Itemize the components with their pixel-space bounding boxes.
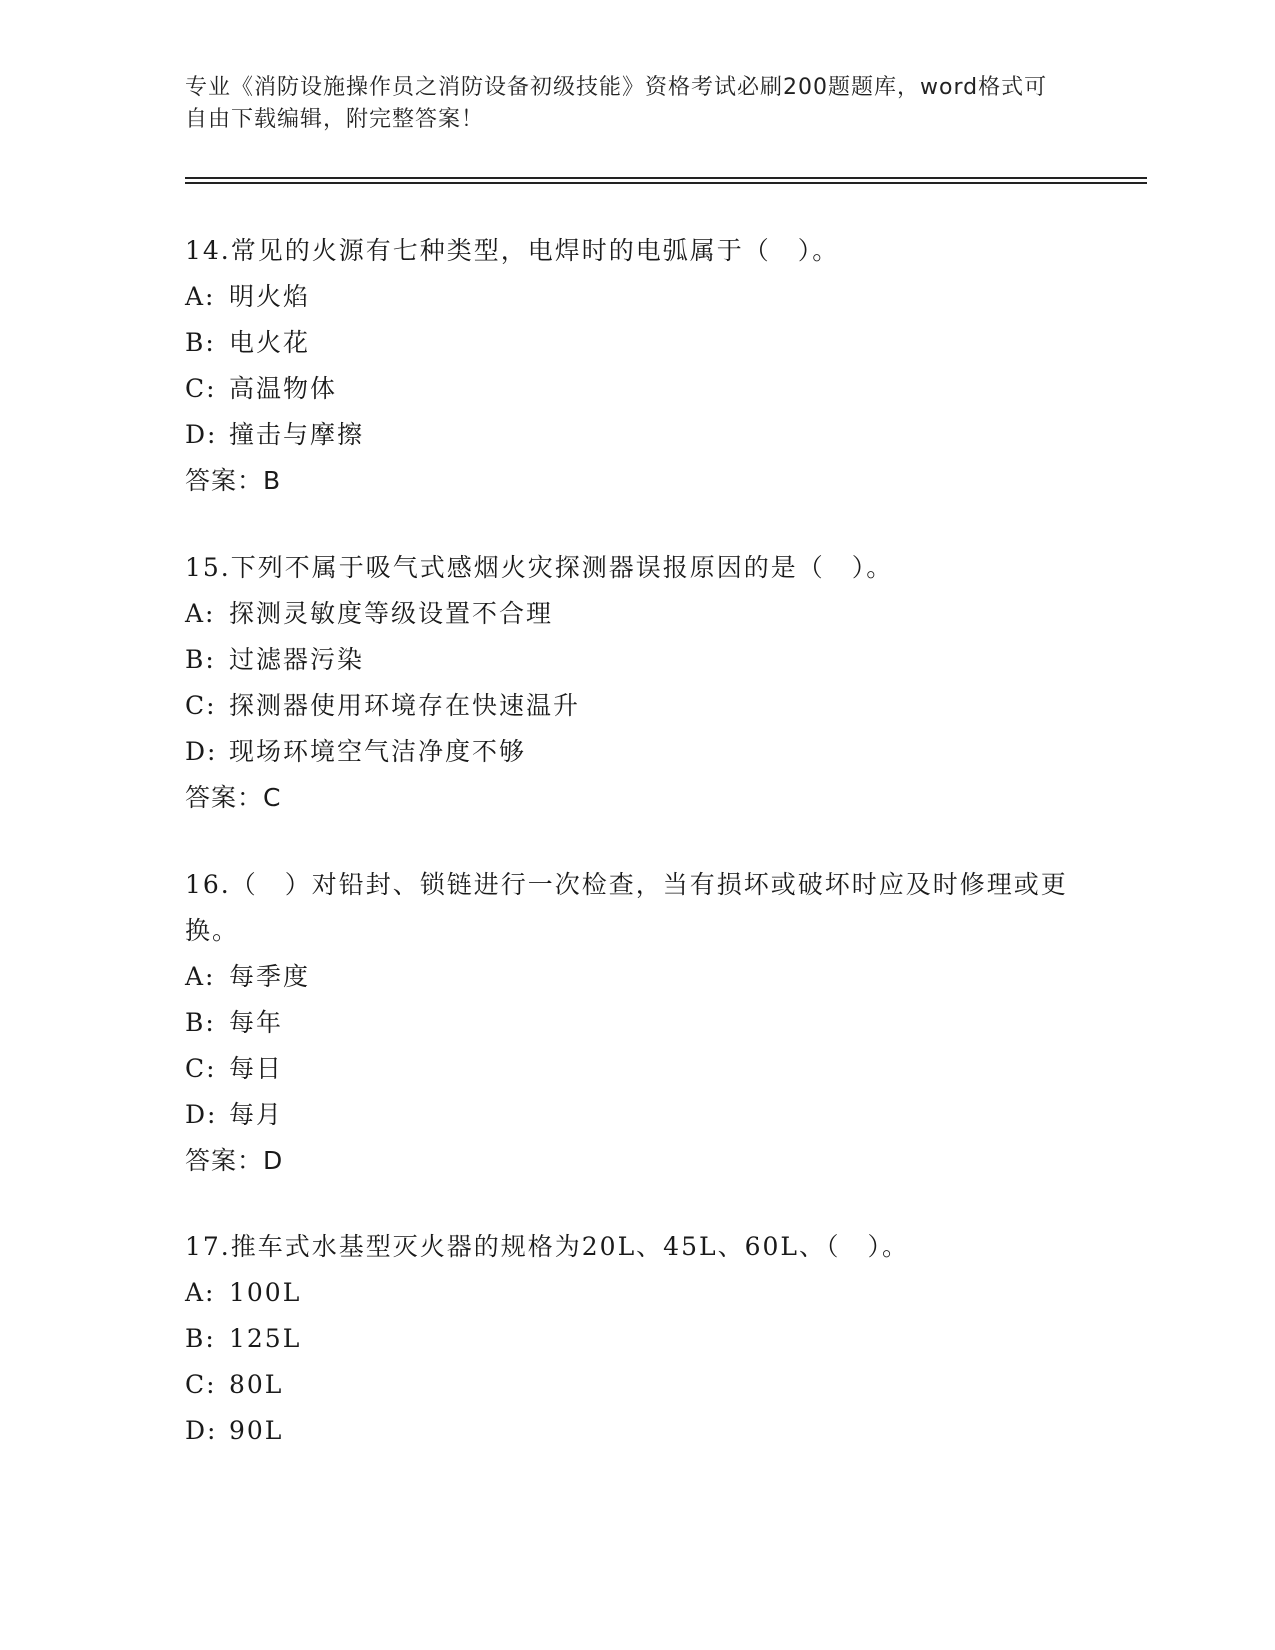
- option-text: 80L: [229, 1370, 284, 1399]
- question-16: [185, 862, 1085, 1184]
- option-d: [185, 1408, 1085, 1454]
- option-label: A:: [185, 962, 216, 991]
- option-text: 探测器使用环境存在快速温升: [229, 691, 581, 720]
- option-label: A:: [185, 1278, 216, 1307]
- header-divider-top: [185, 177, 1147, 179]
- question-stem: 17.推车式水基型灭火器的规格为20L、45L、60L、（ ）。: [185, 1232, 909, 1261]
- question-17: [185, 1224, 1085, 1454]
- option-text: 探测灵敏度等级设置不合理: [229, 599, 554, 628]
- option-text: 现场环境空气洁净度不够: [229, 737, 527, 766]
- option-text: 每年: [229, 1008, 284, 1037]
- option-c: [185, 1046, 1085, 1092]
- option-d: [185, 412, 1085, 458]
- option-d: [185, 729, 1085, 775]
- answer: 答案：B: [185, 466, 282, 495]
- option-label: C:: [185, 691, 217, 720]
- option-text: 每季度: [229, 962, 311, 991]
- option-label: B:: [185, 328, 216, 357]
- option-c: [185, 683, 1085, 729]
- option-text: 高温物体: [229, 374, 338, 403]
- answer: 答案：D: [185, 1146, 284, 1175]
- option-label: A:: [185, 599, 216, 628]
- option-label: A:: [185, 282, 216, 311]
- header-divider-bottom: [185, 182, 1147, 184]
- option-a: [185, 591, 1085, 637]
- option-text: 125L: [229, 1324, 302, 1353]
- question-stem: 14.常见的火源有七种类型，电焊时的电弧属于（ ）。: [185, 236, 840, 265]
- option-label: C:: [185, 1370, 217, 1399]
- document-header: 专业《消防设施操作员之消防设备初级技能》资格考试必刷200题题库，word格式可自由下载编辑，附完整答案！: [185, 75, 1048, 132]
- option-text: 明火焰: [229, 282, 311, 311]
- option-label: D:: [185, 1416, 218, 1445]
- question-stem: 16.（ ）对铅封、锁链进行一次检查，当有损坏或破坏时应及时修理或更换。: [185, 870, 1068, 945]
- option-label: B:: [185, 1008, 216, 1037]
- option-c: [185, 1362, 1085, 1408]
- option-c: [185, 366, 1085, 412]
- question-15: [185, 545, 1085, 821]
- option-b: [185, 637, 1085, 683]
- option-a: [185, 274, 1085, 320]
- option-a: [185, 1270, 1085, 1316]
- option-b: [185, 1000, 1085, 1046]
- option-text: 撞击与摩擦: [229, 420, 365, 449]
- option-b: [185, 1316, 1085, 1362]
- answer: 答案：C: [185, 783, 282, 812]
- option-text: 每日: [229, 1054, 284, 1083]
- option-label: B:: [185, 1324, 216, 1353]
- question-stem: 15.下列不属于吸气式感烟火灾探测器误报原因的是（ ）。: [185, 553, 894, 582]
- question-14: [185, 228, 1085, 504]
- option-label: D:: [185, 1100, 218, 1129]
- option-label: B:: [185, 645, 216, 674]
- option-label: C:: [185, 374, 217, 403]
- option-a: [185, 954, 1085, 1000]
- option-d: [185, 1092, 1085, 1138]
- option-text: 100L: [229, 1278, 302, 1307]
- option-label: D:: [185, 737, 218, 766]
- option-text: 90L: [229, 1416, 284, 1445]
- option-label: D:: [185, 420, 218, 449]
- option-text: 每月: [229, 1100, 284, 1129]
- option-text: 电火花: [229, 328, 311, 357]
- option-text: 过滤器污染: [229, 645, 365, 674]
- option-label: C:: [185, 1054, 217, 1083]
- option-b: [185, 320, 1085, 366]
